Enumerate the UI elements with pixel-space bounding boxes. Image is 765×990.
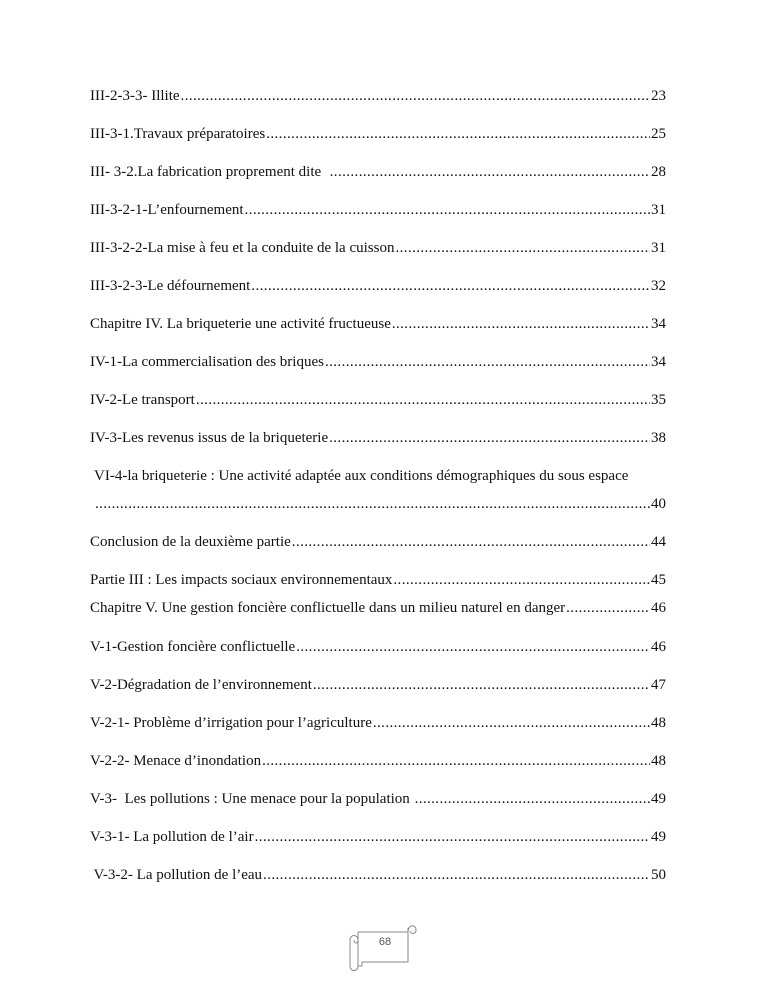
dot-leader bbox=[325, 352, 650, 372]
toc-entry-title-line[interactable]: VI-4-la briqueterie : Une activité adaptée aux conditions démographiques du sous espace bbox=[94, 468, 629, 484]
dot-leader bbox=[181, 86, 650, 106]
toc-entry[interactable] bbox=[90, 675, 666, 695]
toc-page: 49 bbox=[651, 791, 666, 807]
toc-title: III-3-2-1-L’enfournement bbox=[90, 202, 244, 218]
toc-title: Chapitre V. Une gestion foncière conflictuelle dans un milieu naturel en danger bbox=[90, 600, 566, 616]
toc-page: 34 bbox=[651, 316, 666, 332]
dot-leader bbox=[262, 751, 650, 771]
toc-title: V-3- Les pollutions : Une menace pour la population bbox=[90, 791, 414, 807]
dot-leader bbox=[196, 390, 650, 410]
toc-title: V-3-2- La pollution de l’eau bbox=[90, 867, 263, 883]
dot-leader bbox=[395, 238, 650, 258]
toc-title: III-3-1.Travaux préparatoires bbox=[90, 126, 266, 142]
toc-entry[interactable] bbox=[90, 276, 666, 296]
toc-page: 50 bbox=[651, 867, 666, 883]
dot-leader bbox=[245, 200, 650, 220]
toc-entry[interactable] bbox=[90, 352, 666, 372]
toc-entry[interactable] bbox=[90, 238, 666, 258]
toc-title: V-2-Dégradation de l’environnement bbox=[90, 677, 312, 693]
toc-title: V-1-Gestion foncière conflictuelle bbox=[90, 639, 296, 655]
toc-entry[interactable] bbox=[90, 827, 666, 847]
toc-title: IV-3-Les revenus issus de la briqueterie bbox=[90, 430, 329, 446]
toc-entry[interactable] bbox=[90, 789, 666, 809]
toc-title: V-3-1- La pollution de l’air bbox=[90, 829, 254, 845]
toc-entry[interactable] bbox=[90, 751, 666, 771]
toc-page: 48 bbox=[651, 753, 666, 769]
toc-entry[interactable] bbox=[90, 865, 666, 885]
toc-entry[interactable] bbox=[90, 162, 666, 182]
dot-leader bbox=[393, 570, 650, 590]
dot-leader bbox=[566, 598, 650, 618]
toc-page: 25 bbox=[651, 126, 666, 142]
toc-title: V-2-1- Problème d’irrigation pour l’agriculture bbox=[90, 715, 372, 731]
toc-page: 49 bbox=[651, 829, 666, 845]
toc-page: 47 bbox=[651, 677, 666, 693]
toc-title: III-3-2-2-La mise à feu et la conduite de la cuisson bbox=[90, 240, 395, 256]
toc-page: 45 bbox=[651, 572, 666, 588]
toc-page: 31 bbox=[651, 202, 666, 218]
toc-title: Conclusion de la deuxième partie bbox=[90, 534, 291, 550]
toc-entry[interactable] bbox=[90, 200, 666, 220]
toc-page: 46 bbox=[651, 600, 666, 616]
toc-entry[interactable] bbox=[90, 124, 666, 144]
dot-leader bbox=[292, 532, 650, 552]
toc-title: Partie III : Les impacts sociaux environnementaux bbox=[90, 572, 393, 588]
dot-leader bbox=[263, 865, 650, 885]
toc-entry[interactable] bbox=[90, 314, 666, 334]
toc-entry[interactable] bbox=[90, 598, 666, 618]
toc-title: III- 3-2.La fabrication proprement dite bbox=[90, 164, 329, 180]
toc-page: 40 bbox=[651, 496, 666, 512]
toc-page: 23 bbox=[651, 88, 666, 104]
dot-leader bbox=[415, 789, 650, 809]
toc-page: 28 bbox=[651, 164, 666, 180]
dot-leader bbox=[313, 675, 650, 695]
toc-page: 38 bbox=[651, 430, 666, 446]
toc-title: IV-2-Le transport bbox=[90, 392, 195, 408]
page-number: 68 bbox=[378, 936, 392, 948]
toc-title: IV-1-La commercialisation des briques bbox=[90, 354, 324, 370]
toc-entry[interactable] bbox=[90, 86, 666, 106]
dot-leader bbox=[95, 494, 650, 514]
toc-entry[interactable] bbox=[90, 637, 666, 657]
toc-page: 34 bbox=[651, 354, 666, 370]
toc-entry[interactable] bbox=[90, 713, 666, 733]
toc-page: 31 bbox=[651, 240, 666, 256]
toc-page: 32 bbox=[651, 278, 666, 294]
dot-leader bbox=[255, 827, 650, 847]
toc-title: III-2-3-3- Illite bbox=[90, 88, 180, 104]
dot-leader bbox=[373, 713, 650, 733]
dot-leader bbox=[330, 162, 650, 182]
toc-title: III-3-2-3-Le défournement bbox=[90, 278, 251, 294]
dot-leader bbox=[266, 124, 650, 144]
toc-entry[interactable] bbox=[90, 390, 666, 410]
dot-leader bbox=[251, 276, 650, 296]
toc-page: 44 bbox=[651, 534, 666, 550]
toc-entry[interactable] bbox=[90, 428, 666, 448]
toc-title: V-2-2- Menace d’inondation bbox=[90, 753, 262, 769]
toc-page: 46 bbox=[651, 639, 666, 655]
dot-leader bbox=[329, 428, 650, 448]
dot-leader bbox=[296, 637, 650, 657]
toc-entry[interactable] bbox=[94, 494, 666, 514]
toc-entry[interactable] bbox=[90, 570, 666, 590]
toc-page: 48 bbox=[651, 715, 666, 731]
toc-title: Chapitre IV. La briqueterie une activité fructueuse bbox=[90, 316, 391, 332]
toc-entry[interactable] bbox=[90, 532, 666, 552]
dot-leader bbox=[392, 314, 650, 334]
toc-page: 35 bbox=[651, 392, 666, 408]
